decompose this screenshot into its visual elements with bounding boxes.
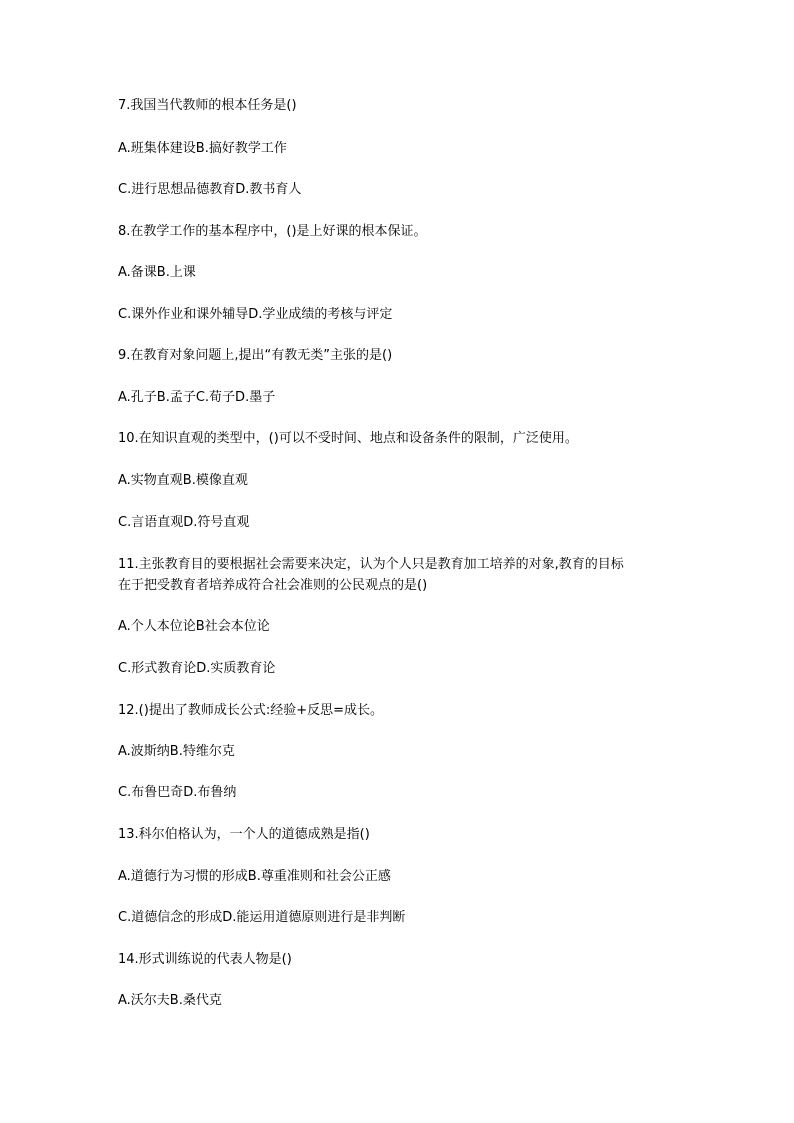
question-12-options-ab: A.波斯纳B.特维尔克: [118, 744, 235, 759]
question-8-options-cd: C.课外作业和课外辅导D.学业成绩的考核与评定: [118, 307, 393, 322]
question-11-line-2: 在于把受教育者培养成符合社会准则的公民观点的是(): [118, 578, 428, 593]
question-13-options-ab: A.道德行为习惯的形成B.尊重准则和社会公正感: [118, 869, 391, 884]
question-11-options-cd: C.形式教育论D.实质教育论: [118, 661, 276, 676]
question-14-options-ab: A.沃尔夫B.桑代克: [118, 993, 222, 1008]
question-14: 14.形式训练说的代表人物是(): [118, 952, 292, 967]
question-11-options-ab: A.个人本位论B社会本位论: [118, 619, 270, 634]
question-10-options-cd: C.言语直观D.符号直观: [118, 515, 250, 530]
question-10: 10.在知识直观的类型中，()可以不受时间、地点和设备条件的限制，广泛使用。: [118, 431, 578, 446]
question-9-options: A.孔子B.孟子C.荀子D.墨子: [118, 390, 276, 405]
question-8: 8.在教学工作的基本程序中，()是上好课的根本保证。: [118, 224, 427, 239]
question-13-options-cd: C.道德信念的形成D.能运用道德原则进行是非判断: [118, 910, 406, 925]
question-9: 9.在教育对象问题上,提出“有教无类”主张的是(): [118, 348, 393, 363]
question-11-line-1: 11.主张教育目的要根据社会需要来决定，认为个人只是教育加工培养的对象,教育的目标: [118, 557, 624, 572]
question-7-options-cd: C.进行思想品德教育D.教书育人: [118, 182, 302, 197]
question-8-options-ab: A.备课B.上课: [118, 265, 196, 280]
question-12: 12.()提出了教师成长公式:经验+反思=成长。: [118, 703, 383, 718]
question-10-options-ab: A.实物直观B.模像直观: [118, 473, 248, 488]
question-7: 7.我国当代教师的根本任务是(): [118, 98, 297, 113]
question-7-options-ab: A.班集体建设B.搞好教学工作: [118, 141, 287, 156]
question-12-options-cd: C.布鲁巴奇D.布鲁纳: [118, 785, 237, 800]
question-13: 13.科尔伯格认为，一个人的道德成熟是指(): [118, 827, 370, 842]
